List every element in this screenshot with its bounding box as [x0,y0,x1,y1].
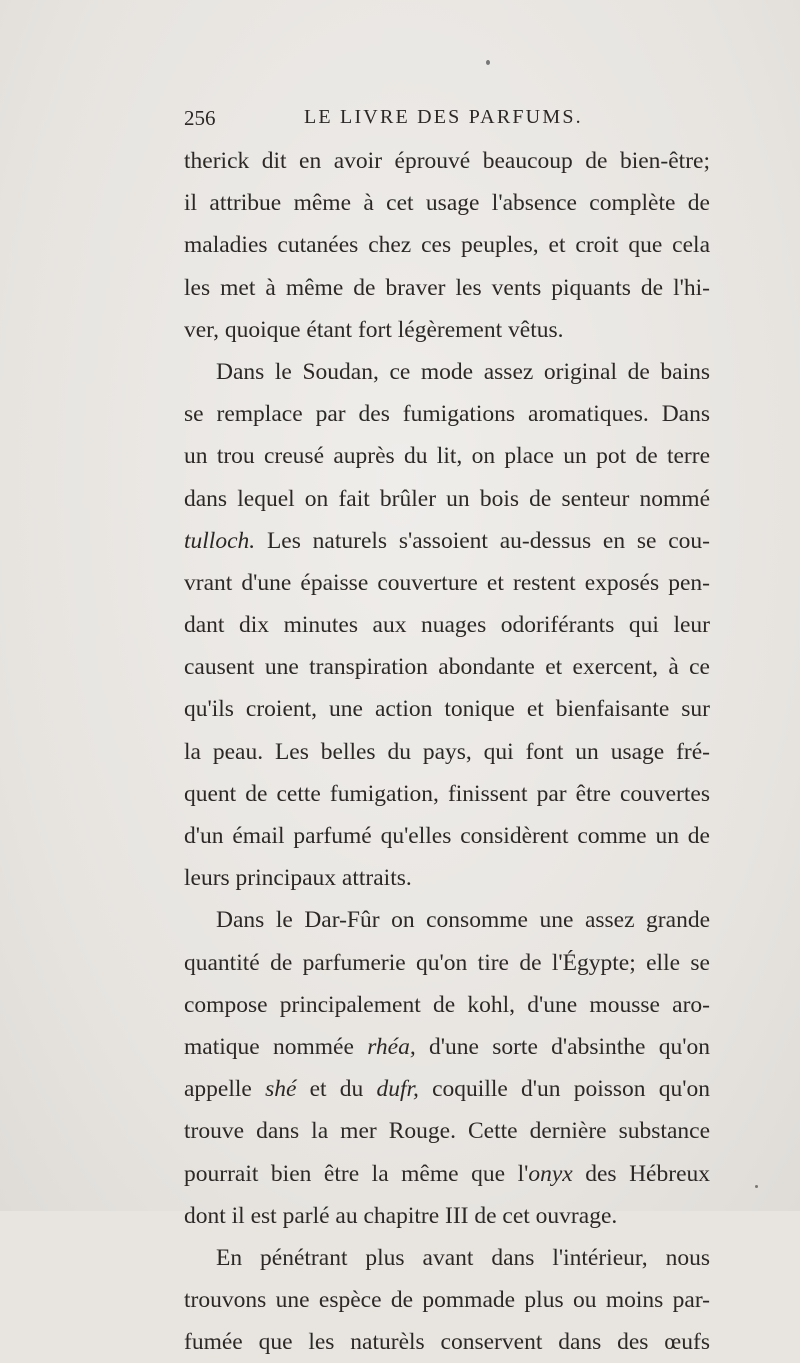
text-line: la peau. Les belles du pays, qui font un usage fré- [184,738,710,765]
italic-term: shé [265,1076,297,1103]
text-segment: appelle [184,1076,266,1103]
text-line: trouvons une espèce de pommade plus ou moins par- [184,1287,710,1314]
text-segment: coquille d'un poisson qu'on [418,1076,710,1103]
page-header-title: LE LIVRE DES PARFUMS. [304,106,583,128]
ink-speck [755,1185,758,1188]
text-line: trouve dans la mer Rouge. Cette dernière substance [184,1118,710,1145]
page-number: 256 [184,106,216,130]
text-line: quantité de parfumerie qu'on tire de l'Égypte; elle se [184,949,710,976]
text-segment: l' [517,1160,529,1187]
text-segment: Les naturels s'assoient au-dessus en se cou- [255,527,710,554]
text-line: il attribue même à cet usage l'absence complète de [184,190,710,217]
text-line: dans lequel on fait brûler un bois de senteur nommé [184,485,710,512]
ink-speck [486,60,490,65]
text-line: Dans le Soudan, ce mode assez original de bains [216,358,710,385]
text-line: les met à même de braver les vents piquants de l'hi- [184,274,710,301]
text-line [184,520,710,562]
text-line: fumée que les naturèls conservent dans des œufs [184,1329,710,1356]
text-segment: pourrait bien être la même que [184,1160,518,1187]
text-line: qu'ils croient, une action tonique et bienfaisante sur [184,696,710,723]
text-line: En pénétrant plus avant dans l'intérieur, nous [216,1244,710,1271]
text-segment: et du [296,1076,377,1103]
running-head [184,106,710,136]
text-line: compose principalement de kohl, d'une mousse aro- [184,991,710,1018]
italic-term: onyx [528,1160,573,1187]
text-line: ver, quoique étant fort légèrement vêtus. [184,316,564,343]
text-line: un trou creusé auprès du lit, on place un pot de terre [184,443,710,470]
text-line: leurs principaux attraits. [184,865,412,892]
text-segment: d'une sorte d'absinthe qu'on [415,1033,710,1060]
text-line: dant dix minutes aux nuages odoriférants qui leur [184,612,710,639]
text-line: quent de cette fumigation, finissent par être couvertes [184,780,710,807]
text-line: se remplace par des fumigations aromatiques. Dans [184,401,710,428]
italic-term: tulloch. [184,527,256,554]
text-segment: des Hébreux [572,1160,710,1187]
body-text [184,140,710,1363]
text-line: maladies cutanées chez ces peuples, et croit que cela [184,232,710,259]
text-line: d'un émail parfumé qu'elles considèrent comme un de [184,823,710,849]
text-line [184,1068,710,1110]
text-segment: matique nommée [184,1033,368,1060]
text-line: dont il est parlé au chapitre III de cet ouvrage. [184,1202,618,1229]
text-line: therick dit en avoir éprouvé beaucoup de bien-être; [184,148,710,174]
italic-term: rhéa, [367,1033,416,1060]
text-line [184,1026,710,1068]
text-line: vrant d'une épaisse couverture et restent exposés pen- [184,569,710,596]
italic-term: dufr, [376,1076,419,1103]
text-line: causent une transpiration abondante et exercent, à ce [184,654,710,681]
text-line: Dans le Dar-Fûr on consomme une assez grande [216,907,710,934]
text-line [184,1153,710,1195]
